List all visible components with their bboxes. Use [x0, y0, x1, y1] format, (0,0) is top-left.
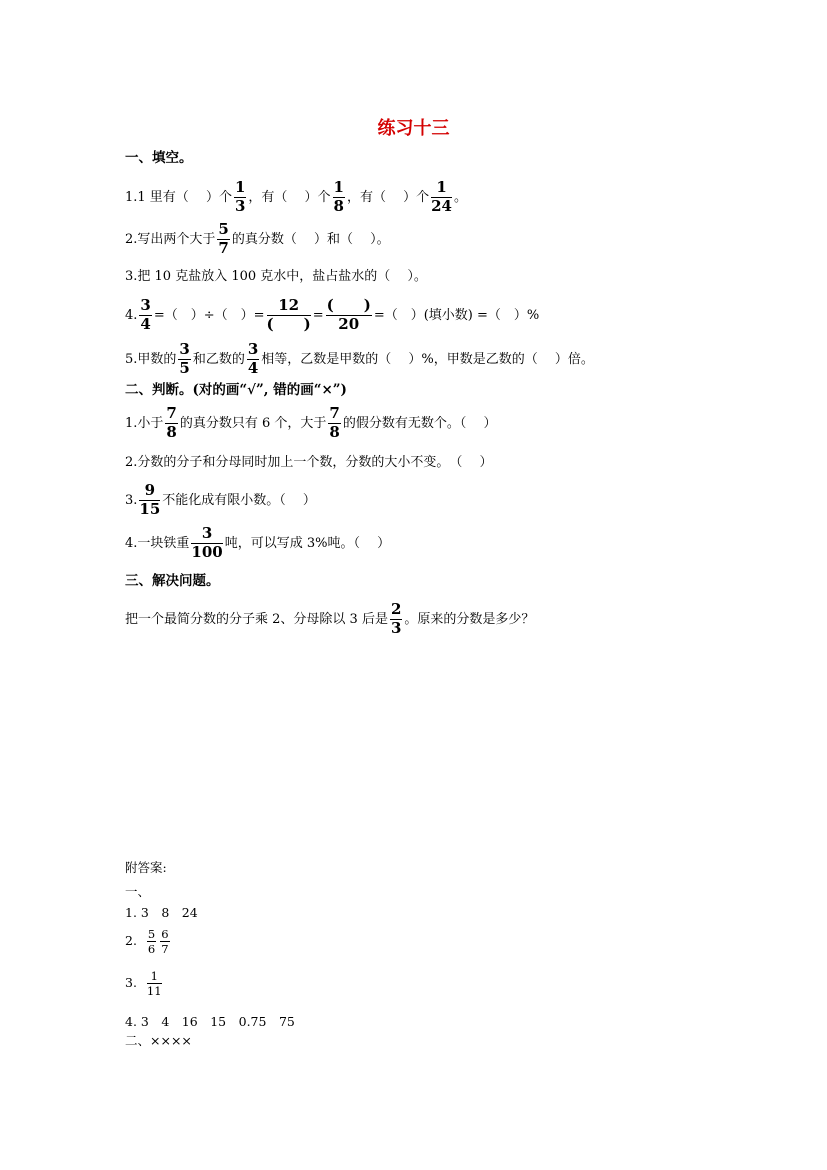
fraction: $\frac{5}{6}$: [147, 927, 156, 957]
answers-heading: 附答案:: [125, 860, 167, 875]
fraction: $\frac{1}{8}$: [333, 178, 344, 215]
fraction: $\frac{1}{24}$: [431, 178, 452, 215]
answer-1: 1. 3 8 24: [125, 905, 198, 920]
section-problem: 三、解决问题。: [125, 573, 220, 589]
fraction: $\frac{1}{11}$: [146, 969, 162, 999]
answers-section-1: 一、: [125, 884, 151, 899]
judge-3: 3. $\frac{9}{15}$ 不能化成有限小数。（ ）: [125, 481, 316, 518]
fraction: $\frac{3}{5}$: [179, 340, 190, 377]
question-1-2: 2.写出两个大于 $\frac{5}{7}$ 的真分数（ ）和（ ）。: [125, 220, 390, 257]
fraction: $\frac{3}{4}$: [140, 296, 151, 333]
judge-2: 2.分数的分子和分母同时加上一个数，分数的大小不变。 （ ）: [125, 455, 493, 470]
answer-2: 2. $\frac{5}{6}$ $\frac{6}{7}$: [125, 927, 169, 957]
fraction: $\frac{7}{8}$: [166, 404, 177, 441]
fraction: $\frac{6}{7}$: [161, 927, 169, 957]
fraction: $\frac{3}{4}$: [247, 340, 259, 377]
fraction: $\frac{9}{15}$: [139, 481, 161, 518]
fraction: $\frac{5}{7}$: [218, 220, 229, 257]
section-fill-in: 一、填空。: [125, 150, 193, 166]
answer-4: 4. 3 4 16 15 0.75 75: [125, 1014, 295, 1029]
fraction: $\frac{3}{100}$: [191, 524, 223, 561]
judge-1: 1.小于 $\frac{7}{8}$ 的真分数只有 6 个，大于 $\frac{7}{8}$ 的假分数有无数个。（ ）: [125, 404, 497, 441]
question-1-3: 3.把 10 克盐放入 100 克水中，盐占盐水的（ ）。: [125, 269, 427, 284]
question-1-4: 4. $\frac{3}{4}$ =（ ）÷（ ）= $\frac{12}{( )}$ = $\frac{( )}{20}$ =（ ）(填小数) =（ ）%: [125, 296, 540, 333]
fraction: $\frac{12}{( )}$: [266, 296, 311, 333]
answer-3: 3. $\frac{1}{11}$: [125, 969, 162, 999]
word-problem: 把一个最简分数的分子乘 2、分母除以 3 后是 $\frac{2}{3}$ 。原来的分数是多少？: [125, 600, 535, 637]
question-1-1: 1.1 里有（ ）个 $\frac{1}{3}$ ，有（ ）个 $\frac{1}{8}$ ，有（ ）个 $\frac{1}{24}$ 。: [125, 178, 467, 215]
page-title: 练习十三: [377, 118, 450, 139]
fraction: $\frac{( )}{20}$: [326, 296, 371, 333]
question-1-5: 5.甲数的 $\frac{3}{5}$ 和乙数的 $\frac{3}{4}$ 相等，乙数是甲数的（ ）%，甲数是乙数的（ ）倍。: [125, 340, 594, 377]
fraction: $\frac{7}{8}$: [329, 404, 340, 441]
judge-4: 4.一块铁重 $\frac{3}{100}$ 吨，可以写成 3%吨。（ ）: [125, 524, 391, 561]
section-true-false: 二、判断。(对的画“√”, 错的画“×”): [125, 382, 347, 398]
answers-section-2: 二、××××: [125, 1033, 192, 1048]
fraction: $\frac{1}{3}$: [234, 178, 246, 215]
fraction: $\frac{2}{3}$: [390, 600, 402, 637]
